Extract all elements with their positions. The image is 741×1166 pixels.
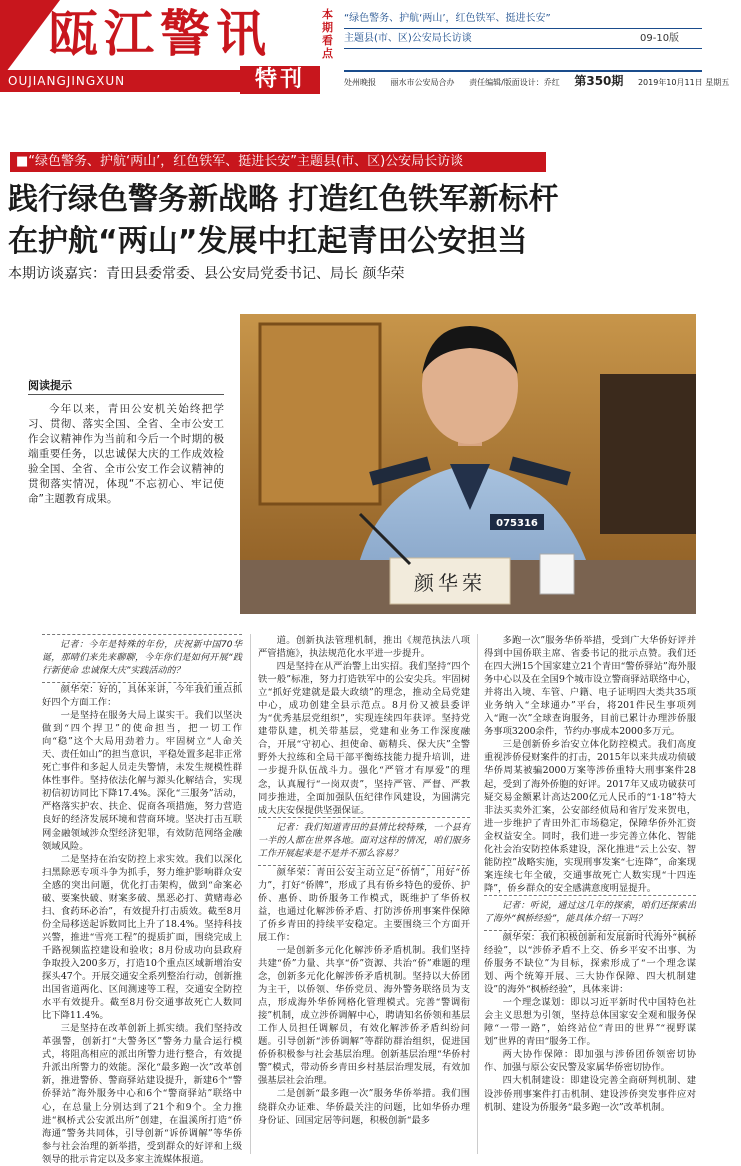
article-paragraph: 颜华荣：青田公安主动立足“侨情”，用好“侨力”，打好“侨牌”，形成了具有侨乡特色的爱侨、护侨、惠侨、助侨服务工作模式，既维护了华侨权益，也通过化解涉侨矛盾、打防涉侨刑事案件保障了侨乡青田的持续平安稳定。主要围绕三个方面开展工作： [258, 866, 470, 943]
article-column-1 [42, 634, 242, 1165]
masthead-divider [344, 28, 702, 29]
article-paragraph: 三是坚持在改革创新上抓实绩。我们坚持改革强警，创新打“大警务区”警务力量合运行模式，将阻高相应的派出所警力进行整合，有效提升派出所警力的效能。深化“最多跑一次”改革创新，推进警侨、警商驿站建设提升，新建6个“警侨驿站”海外服务中心和6个“警商驿站”联络中心，在总量上分别达到了21个和9个。全力推进“枫桥式公安派出所”创建，在温溪所打造“侨海通”警务共同体，引导创新“诉侨调解”等华侨参与社会治理的新举措，受到群众的好评和上级领导的批示肯定以及多家主流媒体报道。 [42, 1023, 242, 1165]
column-divider [250, 634, 251, 1154]
special-edition-badge: 特刊 [240, 66, 320, 94]
article-paragraph: 一是坚持在服务大局上谋实干。我们以坚决做到“四个捍卫”的使命担当，把一切工作向“稳”这个大局用劲着力。牢固树立“人命关天、责任如山”的担当意识，平稳处置多起非正常死亡事件和多起人员走失警情，未发生规模性群体性事件。坚持依法化解与源头化解结合，实现初信初访同比下降17.4%。深化“三服务”活动，严格落实护农、扶企、促商各项措施，努力营造良好的经济发展环境和营商环境。坚决打击互联网金融领域涉众型经济犯罪，有效防范网络金融领域风险。 [42, 710, 242, 852]
article-paragraph: 二是创新“最多跑一次”服务华侨举措。我们围绕群众办证难、华侨最关注的问题，比如华侨办理身份证、回国定居等问题，积极创新“最多 [258, 1088, 470, 1126]
article-paragraph: 多跑一次”服务华侨举措，受到广大华侨好评并得到中国侨联主席、省委书记的批示点赞。我们还在四大洲15个国家建立21个青田“警侨驿站”海外服务中心以及在全国9个城市设立警商驿站联络中心，并将出入境、车管、户籍、电子证明四大类共35项业务纳入“全球通办”平台，将201件民生事项列入“跑一次”全球查询服务，目前已累计办理涉侨服务事项3200余件，节约办事成本2000多万元。 [484, 635, 696, 738]
issue-date: 2019年10月11日 星期五 [637, 78, 730, 87]
reading-tip-title: 阅读提示 [28, 379, 72, 392]
article-paragraph: 颜华荣：好的，具体来讲，今年我们重点抓好四个方面工作： [42, 684, 242, 709]
headline-line-1: 践行绿色警务新战略 打造红色铁军新标杆 [8, 182, 559, 217]
article-paragraph: 一是创新多元化化解涉侨矛盾机制。我们坚持共建“侨”力量、共享“侨”资源、共治“侨”难题的理念，创新多元化化解涉侨矛盾机制。坚持以大侨团为主干，以侨领、华侨党员、海外警务联络员为支点，形成海外华侨网格化管理模式。完善“警调衔接”机制，成立涉侨调解中心，聘请知名侨领和基层工作人员担任调解员，有效化解涉侨矛盾纠纷问题。引导创新“涉侨调解”等群防群治组织，促进国侨侨积极参与社会基层治理。创新基层治理“华侨村警”模式，带动侨乡青田乡村基层治理发展，有效加强基层社会治理。 [258, 944, 470, 1087]
issue-number: 第350期 [574, 74, 624, 88]
reading-tip-text: 今年以来，青田公安机关始终把学习、贯彻、落实全国、全省、全市公安工作会议精神作为当前和今后一个时期的极端重要任务，以忠诚保大庆的工作成效检验全国、全省、全市公安工作会议精神的贯彻落实情况，体现“不忘初心、牢记使命”主题教育成果。 [28, 403, 224, 505]
masthead-pinyin: OUJIANGJINGXUN [8, 74, 126, 88]
highlight-tag: 本期看点 [322, 8, 333, 60]
issue-org2: 丽水市公安局合办 [390, 78, 455, 87]
masthead-logo-block [0, 0, 322, 96]
column-divider [477, 634, 478, 1154]
interview-guest: 本期访谈嘉宾：青田县委常委、县公安局党委书记、局长 颜华荣 [8, 266, 405, 282]
article-column-3 [484, 634, 696, 1158]
article-paragraph: 三是创新侨乡治安立体化防控模式。我们高度重视涉侨侵财案件的打击，2015年以来共成功侦破华侨周某被骗2000万案等涉侨重特大刑事案件28起，受到了海外侨胞的好评。2017年又成功破获可疑交易金额累计高达200亿元人民币的“1·18”特大非法买卖外汇案，公安部经侦局和省厅发来贺电，进一步维护了青田外汇市场稳定，保障华侨外汇资金权益安全。同时，我们进一步完善立体化、智能化社会治安防控体系建设，深化推进“云上公安、智能防控”战略实施，实现刑事发案“七连降”，命案现案连续七年全破，交通事故死亡人数实现“十四连降”，侨乡群众的安全感满意度明显提升。 [484, 739, 696, 894]
highlight-line-1[interactable]: “绿色警务、护航‘两山’，红色铁军、挺进长安” [344, 13, 551, 24]
section-banner-text: ■“绿色警务、护航‘两山’，红色铁军、挺进长安”主题县(市、区)公安局长访谈 [16, 154, 464, 169]
interviewer-question: 记者：今年是特殊的年份，庆祝新中国70华诞，那晴们来先来聊聊，今年你们是如何开展“践行新使命 忠诚保大庆”实践活动的？ [42, 634, 242, 683]
article-paragraph: 一个理念谋划：即以习近平新时代中国特色社会主义思想为引领，坚持总体国家安全观和服务保障“一带一路”，始终站位“青田的世界”“视野谋划”世界的青田“服务工作。 [484, 997, 696, 1048]
badge-number: 075316 [496, 518, 538, 529]
teacup [540, 554, 574, 594]
interviewer-question: 记者：我们知道青田的县情比较特殊，一个县有一半的人都在世界各地。面对这样的情况，咱们服务工作开展起来是不是并不那么容易？ [258, 817, 470, 866]
nameplate-text: 颜华荣 [414, 571, 486, 595]
masthead-divider [344, 48, 702, 49]
chair-back [600, 374, 696, 534]
highlight-line-2[interactable]: 主题县(市、区)公安局长访谈 [344, 33, 472, 44]
headline-line-2: 在护航“两山”发展中扛起青田公安担当 [8, 224, 528, 259]
issue-org1: 处州晚报 [344, 78, 376, 87]
interviewer-question: 记者：听说，通过这几年的探索，咱们还探索出了海外“枫桥经验”，能具体介绍一下吗？ [484, 895, 696, 931]
article-paragraph: 颜华荣：我们积极创新和发展新时代海外“枫桥经验”，以“涉侨矛盾不上交、侨乡平安不出事、为侨服务不缺位”为目标，探索形成了“一个理念谋划、两个统筹开展、三大协作保障、四大机制建设”的海外“枫桥经验”，具体来讲： [484, 931, 696, 996]
reading-tip-rule [28, 394, 224, 395]
wall-panel [260, 324, 380, 504]
article-paragraph: 四大机制建设：即建设完善全商研判机制、建设涉侨刑事案件打击机制、建设涉侨突发事件应对机制、建设为侨服务“最多跑一次”改革机制。 [484, 1075, 696, 1113]
issue-editor: 责任编辑/版面设计：乔红 [469, 78, 560, 87]
article-paragraph: 四是坚持在从严治警上出实招。我们坚持“四个铁一般”标准，努力打造铁军中的公安尖兵。牢固树立“抓好党建就是最大政绩”的理念，推动全局党建中心，成功创建全县示范点。8月份又被县委评为“优秀基层党组织”，实现连续四年获评。坚持党建带队建，机关带基层，党建和业务工作深度融合，开展“守初心、担使命、砺精兵、保大庆”全警野外大拉练和全局干部平衡练技能力提升培训，进一步提升队伍战斗力。强化“严管才有厚爱”的理念，认真履行“一岗双责”，坚持严管、严督、严教同步推进，全面加强队伍纪律作风建设，为圆满完成大庆安保提供坚强保证。 [258, 661, 470, 816]
article-paragraph: 道。创新执法管理机制，推出《规范执法八项严管措施》，执法规范化水平进一步提升。 [258, 635, 470, 660]
issue-info-bar [344, 70, 730, 92]
highlight-pages: 09-10版 [640, 33, 680, 44]
article-paragraph: 两大协作保障：即加强与涉侨团侨领密切协作、加强与原公安民警及家属华侨密切协作。 [484, 1049, 696, 1074]
masthead-title: 瓯江警讯 [48, 5, 272, 63]
article-column-2 [258, 634, 470, 1158]
portrait-photo [240, 314, 696, 614]
article-paragraph: 二是坚持在治安防控上求实效。我们以深化扫黑除恶专项斗争为抓手，努力维护影响群众安全感的突出问题，优化打击架构，做到“命案必破、要案快破、财案多破、黑恶必打、黄赌毒必扫、食药环必治”，有效提升打击质效。截至8月份全局移送起诉数同比上升了18.4%。坚持科技兴警，推进“雪亮工程”的提质扩面，围绕完成上千路视频监控建设和验收；8月份成功向县政府争取投入200多万，打造10个重点区域新增治安探头47个。开展交通安全系列整治行动，创新推出国省道两化、区间测速等工程，交通安全防控水平有效提升。截至8月份交通事故死亡人数同比下降11.4%。 [42, 853, 242, 1022]
